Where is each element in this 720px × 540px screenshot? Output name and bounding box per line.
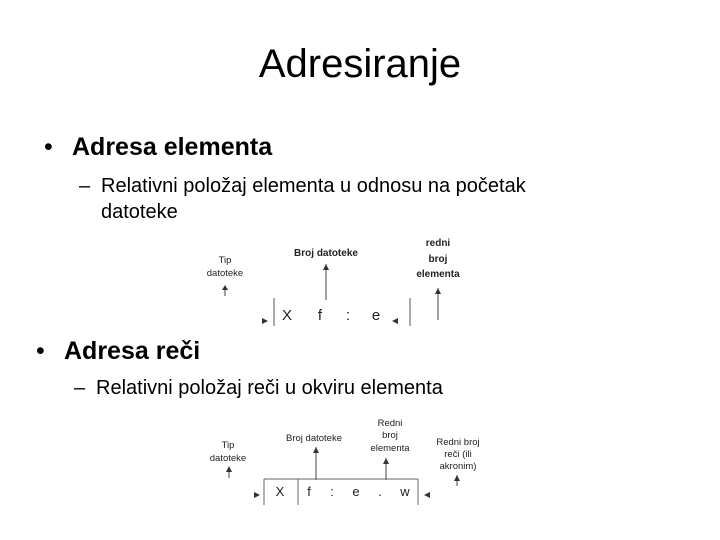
field-dot: . (378, 484, 382, 499)
arrowhead-redni-el (383, 458, 389, 464)
field-x: X (281, 307, 293, 324)
label-redni-el-line3: elementa (370, 443, 410, 454)
label-broj-datoteke: Broj datoteke (286, 433, 342, 444)
field-e: e (371, 307, 381, 324)
bullet-text: Adresa reči (64, 337, 201, 365)
field-e: e (352, 484, 360, 499)
label-redni-el-line1: Redni (377, 418, 403, 429)
sub-text: Relativni položaj reči u okviru elementa (96, 377, 443, 399)
field-w: w (400, 484, 410, 499)
dash-marker: – (79, 175, 91, 197)
field-colon: : (345, 307, 351, 324)
label-redni-line3: elementa (416, 269, 460, 280)
slide-title: Adresiranje (258, 42, 462, 86)
dash-marker: – (74, 377, 86, 399)
label-broj-datoteke: Broj datoteke (294, 248, 358, 259)
field-f: f (317, 307, 323, 324)
label-redni-el-line2: broj (382, 430, 398, 441)
field-x: X (275, 484, 285, 499)
arrowhead-broj (313, 447, 319, 453)
bullet-marker: • (44, 133, 53, 161)
label-tip-line1: Tip (221, 440, 235, 451)
field-f: f (307, 484, 311, 499)
sub-text-line2: datoteke (101, 201, 178, 223)
label-tip-line2: datoteke (209, 453, 247, 464)
label-redni-rec-line1: Redni broj (436, 437, 480, 448)
label-tip-line1: Tip (218, 255, 232, 266)
arrowhead-redni-rec (454, 475, 460, 481)
label-redni-line1: redni (425, 238, 451, 249)
bullet-text: Adresa elementa (72, 133, 273, 161)
label-redni-rec-line2: reči (ili (444, 449, 472, 460)
label-redni-line2: broj (428, 254, 448, 265)
field-colon: : (330, 484, 334, 499)
arrowhead-left (254, 492, 260, 498)
sub-text-line1: Relativni položaj elementa u odnosu na početak (101, 175, 526, 197)
arrowhead-tip (226, 466, 232, 472)
label-redni-rec-line3: akronim) (439, 461, 477, 472)
arrowhead-right (424, 492, 430, 498)
label-tip-line2: datoteke (206, 268, 244, 279)
bullet-marker: • (36, 337, 45, 365)
